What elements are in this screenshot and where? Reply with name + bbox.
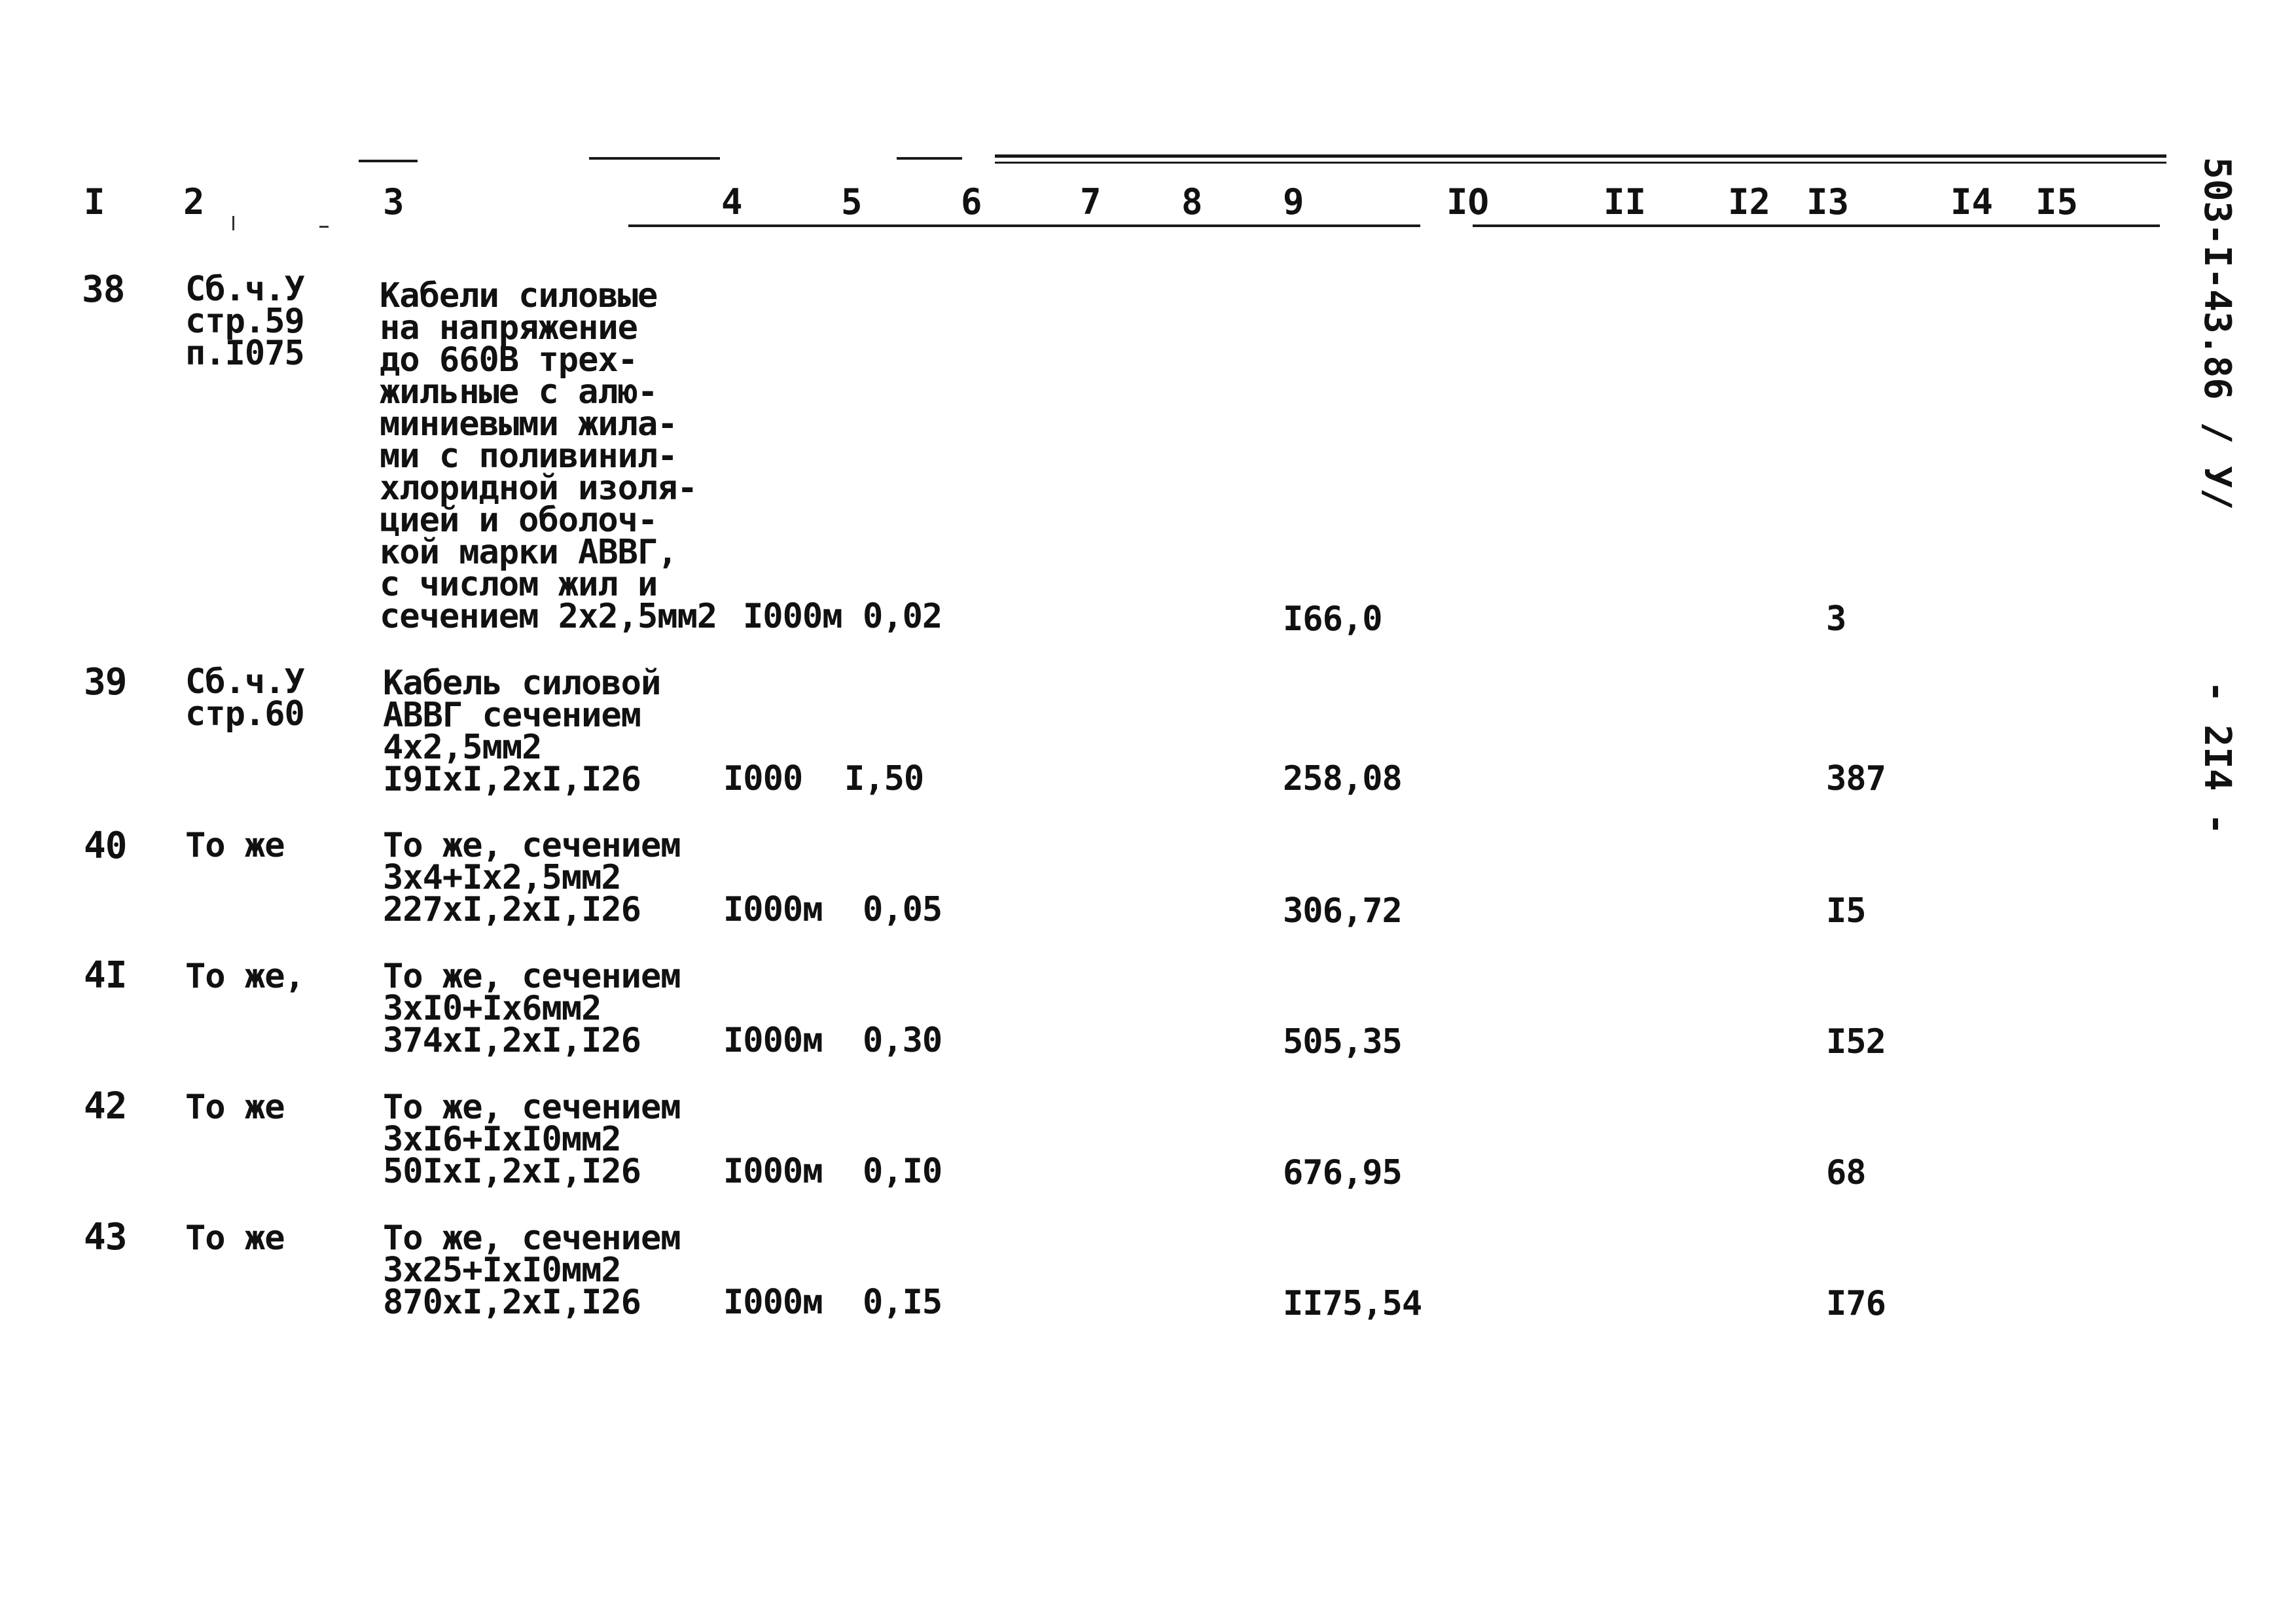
row-42-num: 42: [84, 1085, 127, 1128]
row-40-num: 40: [84, 825, 127, 867]
row-39-unit: I000: [723, 759, 803, 798]
page-number: - 2I4 -: [2196, 681, 2238, 836]
row-40-price: 306,72: [1283, 891, 1402, 931]
header-tick-1: [232, 216, 234, 230]
row-42-total: 68: [1826, 1153, 1866, 1192]
row-40-unit: I000м: [723, 890, 823, 929]
row-43-source: То же: [185, 1219, 285, 1258]
col-header-6: 6: [961, 181, 982, 223]
col-header-14: I4: [1950, 181, 1994, 223]
row-43-total: I76: [1826, 1284, 1886, 1323]
col-header-2: 2: [183, 181, 205, 223]
row-40-total: I5: [1826, 891, 1866, 931]
col-header-4: 4: [721, 181, 743, 223]
row-41-description: То же, сечением 3хI0+Iх6мм2 374xI,2xI,I26: [383, 957, 681, 1060]
row-43-description: То же, сечением 3х25+IхI0мм2 870xI,2xI,I26: [383, 1219, 681, 1322]
row-38-unit: I000м: [743, 597, 842, 636]
row-39-description: Кабель силовой АВВГ сечением 4х2,5мм2 I9IxI,2xI,I26: [383, 664, 661, 799]
row-42-unit: I000м: [723, 1152, 823, 1191]
top-rule-a: [359, 160, 418, 162]
row-41-qty: 0,30: [863, 1021, 942, 1060]
row-41-unit: I000м: [723, 1021, 823, 1060]
header-tick-2: [319, 226, 329, 228]
col-header-13: I3: [1806, 181, 1850, 223]
row-41-source: То же,: [185, 957, 304, 996]
top-rule-main: [995, 154, 2166, 158]
col-header-8: 8: [1181, 181, 1203, 223]
col-header-1: I: [84, 181, 105, 223]
row-40-source: То же: [185, 826, 285, 865]
col-header-9: 9: [1283, 181, 1304, 223]
row-39-qty: I,50: [844, 759, 924, 798]
row-43-price: II75,54: [1283, 1284, 1422, 1323]
top-rule-c: [897, 157, 962, 160]
col-header-7: 7: [1080, 181, 1102, 223]
row-42-qty: 0,I0: [863, 1152, 942, 1191]
document-code: 503-I-43.86 / У/: [2196, 157, 2238, 510]
row-42-price: 676,95: [1283, 1153, 1402, 1192]
col-header-12: I2: [1728, 181, 1771, 223]
header-rule: [628, 224, 1420, 227]
row-38-total: 3: [1826, 599, 1846, 639]
col-header-15: I5: [2036, 181, 2079, 223]
row-41-num: 4I: [84, 954, 127, 997]
row-43-qty: 0,I5: [863, 1283, 942, 1322]
row-38-num: 38: [82, 268, 125, 311]
row-39-num: 39: [84, 661, 127, 704]
row-39-price: 258,08: [1283, 759, 1402, 798]
row-39-total: 387: [1826, 759, 1886, 798]
row-41-total: I52: [1826, 1022, 1886, 1061]
row-39-source: Сб.ч.У стр.60: [185, 662, 304, 734]
row-42-description: То же, сечением 3хI6+IхI0мм2 50IxI,2xI,I26: [383, 1088, 681, 1191]
row-43-num: 43: [84, 1216, 127, 1258]
row-40-qty: 0,05: [863, 890, 942, 929]
col-header-10: IO: [1446, 181, 1490, 223]
col-header-5: 5: [841, 181, 863, 223]
row-42-source: То же: [185, 1088, 285, 1127]
header-rule-2: [1473, 224, 2160, 227]
row-38-qty: 0,02: [863, 597, 942, 636]
top-rule-main-2: [995, 162, 2166, 164]
top-rule-b: [589, 157, 720, 160]
col-header-3: 3: [383, 181, 404, 223]
row-38-price: I66,0: [1283, 599, 1382, 639]
row-38-source: Сб.ч.У стр.59 п.I075: [185, 270, 304, 373]
row-40-description: То же, сечением 3х4+Iх2,5мм2 227xI,2xI,I26: [383, 826, 681, 929]
row-43-unit: I000м: [723, 1283, 823, 1322]
col-header-11: II: [1604, 181, 1647, 223]
row-41-price: 505,35: [1283, 1022, 1402, 1061]
row-38-description: Кабели силовые на напряжение до 660В трех- жильные с алю- миниевыми жила- ми с поливинил- хлоридной изоля- цией и оболоч- кой марки АВВГ, с числом жил и сечением 2х2,5мм2: [380, 276, 717, 636]
